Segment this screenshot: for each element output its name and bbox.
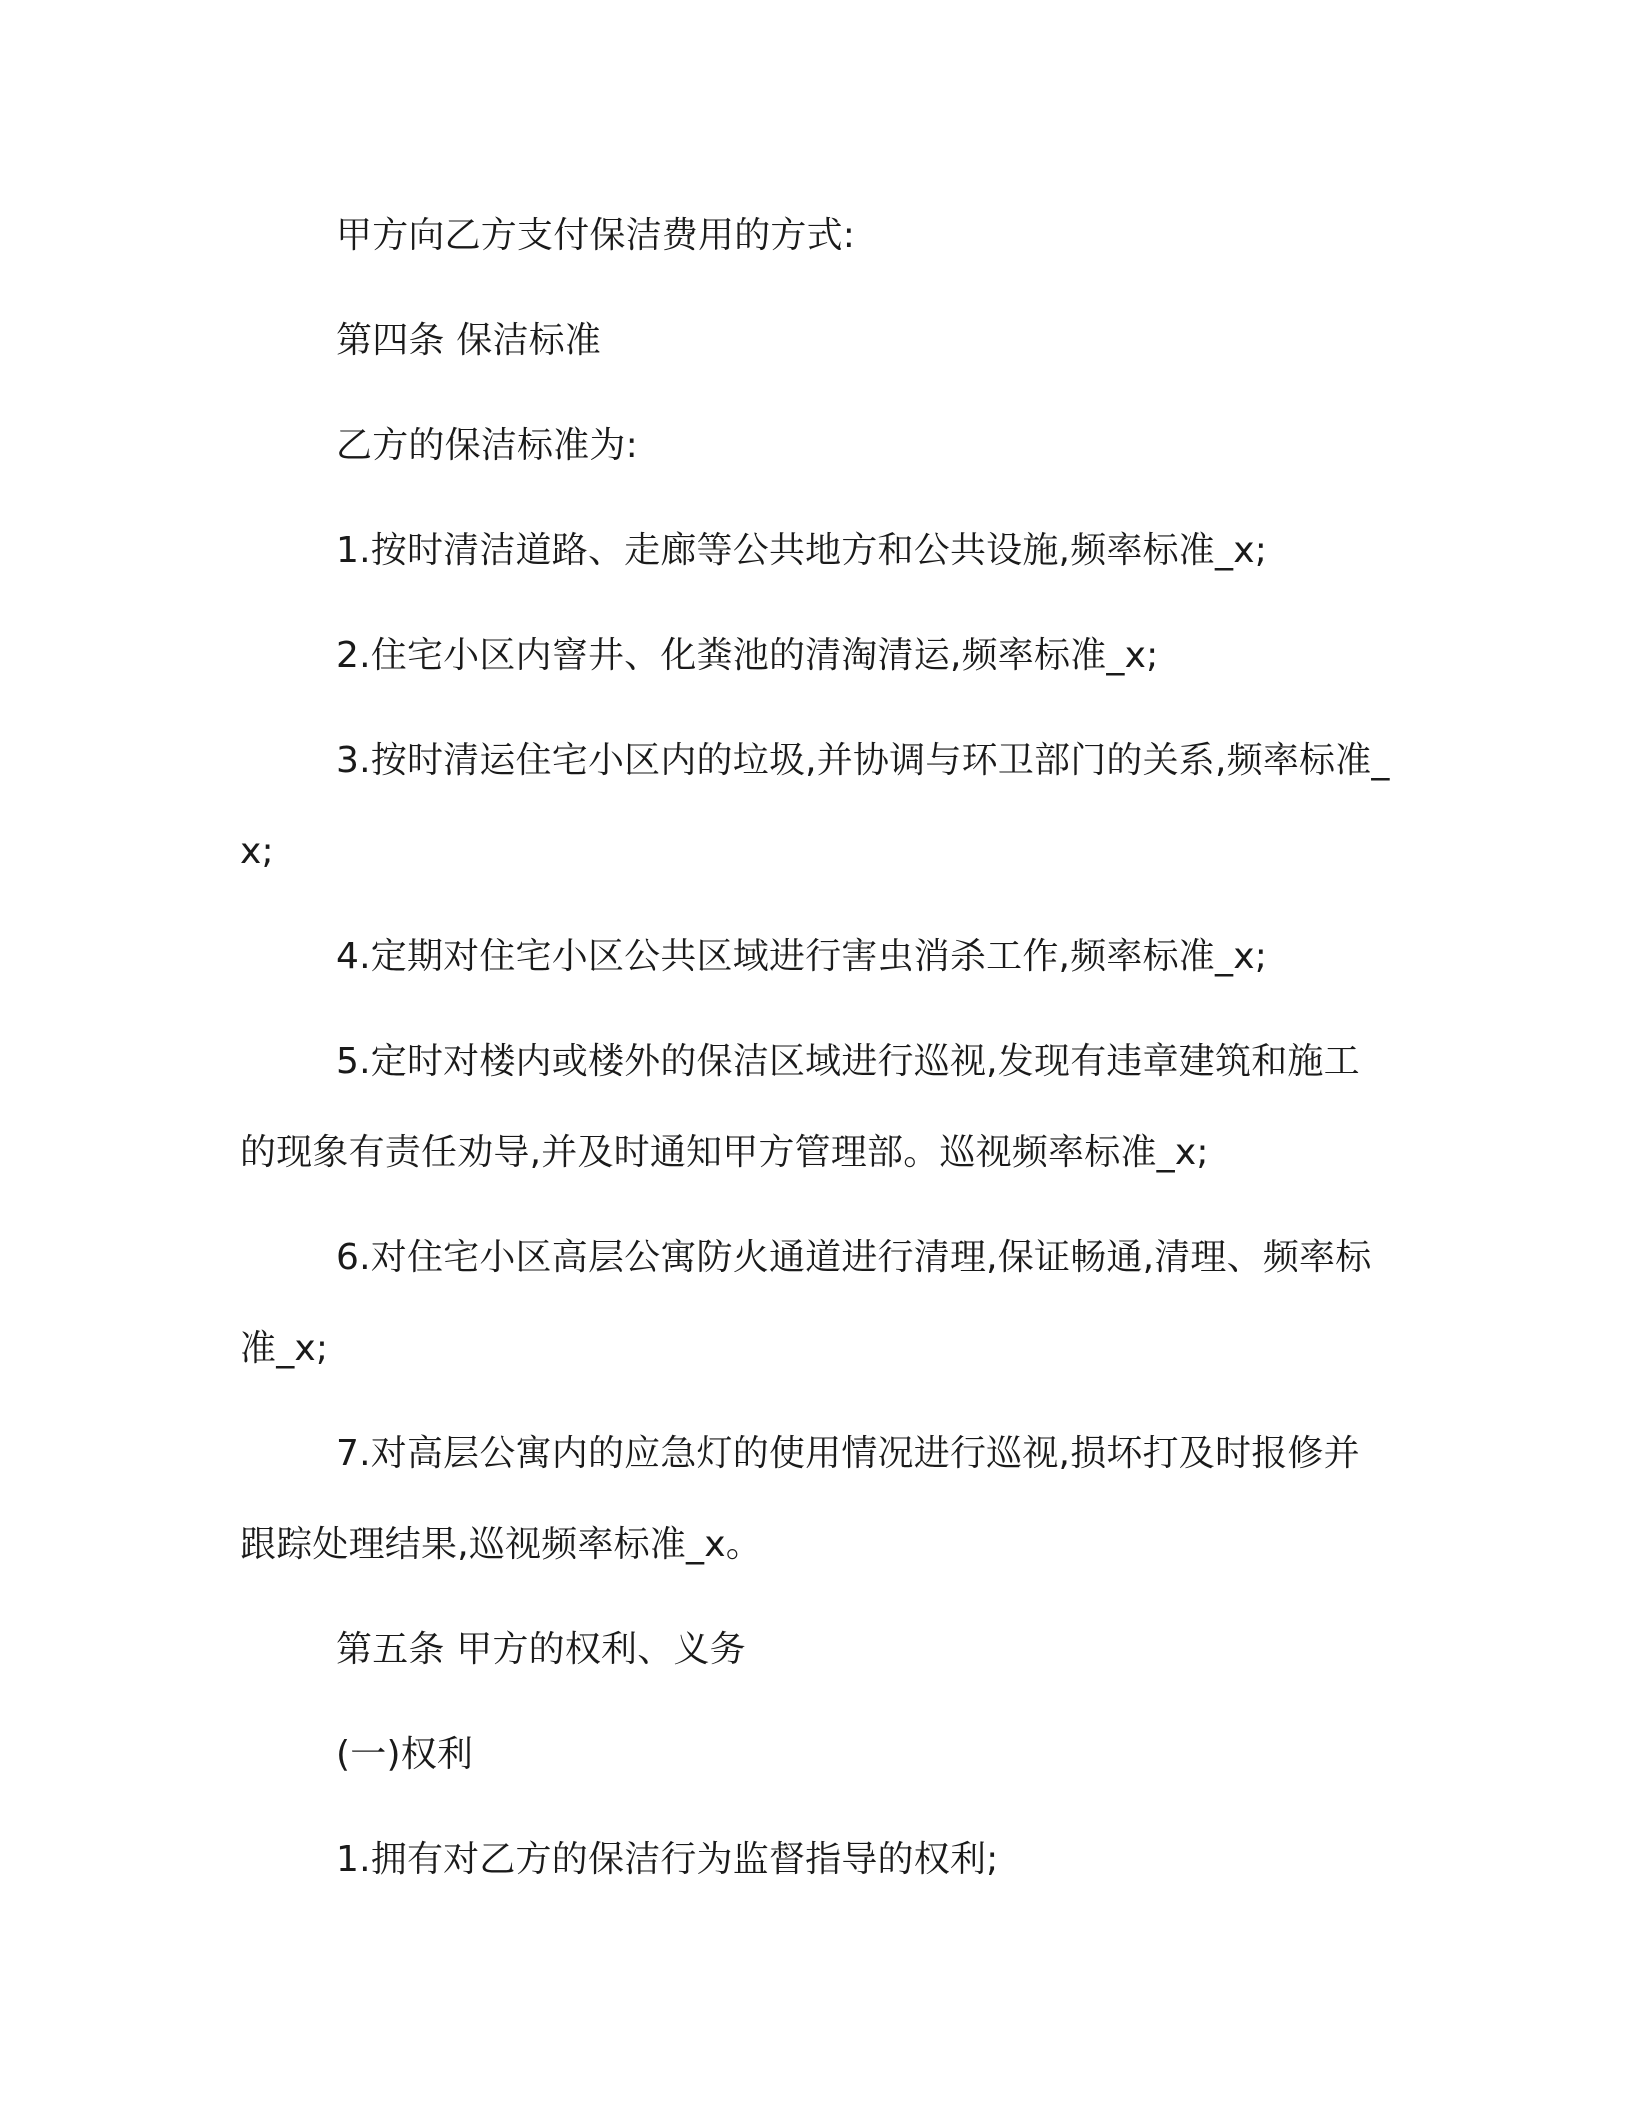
standard-item-2: 2.住宅小区内窨井、化粪池的清淘清运,频率标准_x;	[336, 635, 1159, 676]
standard-item-4: 4.定期对住宅小区公共区域进行害虫消杀工作,频率标准_x;	[336, 936, 1268, 977]
standard-item-6: 6.对住宅小区高层公寓防火通道进行清理,保证畅通,清理、频率标准_x;	[240, 1237, 1372, 1369]
paragraph-payment-method: 甲方向乙方支付保洁费用的方式:	[336, 215, 856, 256]
standard-item-3: 3.按时清运住宅小区内的垃圾,并协调与环卫部门的关系,频率标准_x;	[240, 740, 1390, 872]
standard-item-5: 5.定时对楼内或楼外的保洁区域进行巡视,发现有违章建筑和施工的现象有责任劝导,并及时通知甲方管理部。巡视频率标准_x;	[240, 1041, 1360, 1173]
document-body	[240, 190, 1390, 1919]
standard-item-1: 1.按时清洁道路、走廊等公共地方和公共设施,频率标准_x;	[336, 530, 1268, 571]
rights-subheading: (一)权利	[336, 1734, 474, 1775]
cleaning-standard-intro: 乙方的保洁标准为:	[336, 425, 638, 466]
article-5-heading: 第五条 甲方的权利、义务	[336, 1629, 746, 1670]
rights-item-1: 1.拥有对乙方的保洁行为监督指导的权利;	[336, 1839, 999, 1880]
standard-item-7: 7.对高层公寓内的应急灯的使用情况进行巡视,损坏打及时报修并跟踪处理结果,巡视频率标准_x。	[240, 1433, 1360, 1565]
article-4-heading: 第四条 保洁标准	[336, 320, 602, 361]
